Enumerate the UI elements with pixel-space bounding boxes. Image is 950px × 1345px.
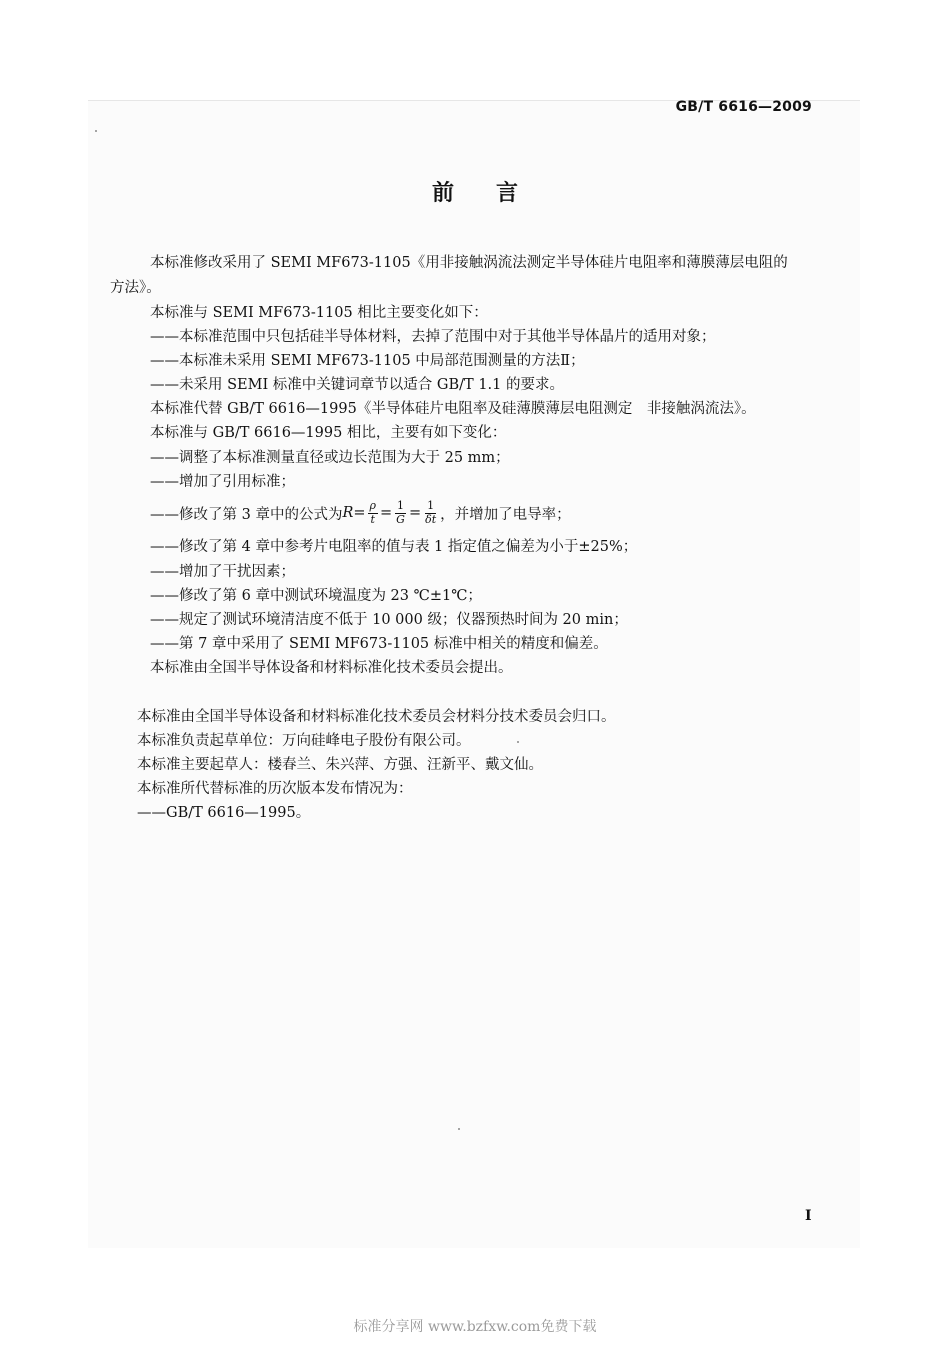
formula-equals-2: = bbox=[380, 505, 393, 521]
paragraph-3: ——本标准范围中只包括硅半导体材料，去掉了范围中对于其他半导体晶片的适用对象； bbox=[150, 329, 716, 345]
paragraph-5: ——未采用 SEMI 标准中关键词章节以适合 GB/T 1.1 的要求。 bbox=[150, 377, 564, 393]
paragraph-19: 本标准主要起草人：楼春兰、朱兴萍、方强、汪新平、戴文仙。 bbox=[137, 757, 543, 773]
paragraph-1-line-1: 本标准修改采用了 SEMI MF673-1105《用非接触涡流法测定半导体硅片电阻率和薄膜薄层电阻的 bbox=[150, 255, 788, 271]
paragraph-13: ——修改了第 6 章中测试环境温度为 23 ℃±1℃； bbox=[150, 588, 482, 604]
page-title: 前言 bbox=[431, 181, 560, 206]
fraction-denominator: δt bbox=[425, 512, 437, 526]
fraction-numerator: ρ bbox=[369, 499, 376, 513]
paragraph-11: ——修改了第 4 章中参考片电阻率的值与表 1 指定值之偏差为小于±25%； bbox=[150, 539, 638, 555]
fraction-numerator: 1 bbox=[427, 499, 435, 513]
paragraph-14: ——规定了测试环境清洁度不低于 10 000 级；仪器预热时间为 20 min； bbox=[150, 612, 628, 628]
formula-prefix: ——修改了第 3 章中的公式为 bbox=[150, 506, 343, 523]
scan-speck bbox=[517, 741, 519, 743]
paragraph-15: ——第 7 章中采用了 SEMI MF673-1105 标准中相关的精度和偏差。 bbox=[150, 636, 608, 652]
formula-variable-r: R bbox=[342, 505, 354, 521]
paragraph-9: ——增加了引用标准； bbox=[150, 474, 295, 490]
formula-fraction-rho-over-t bbox=[368, 500, 378, 525]
paragraph-12: ——增加了干扰因素； bbox=[150, 564, 295, 580]
paragraph-18: 本标准负责起草单位：万向硅峰电子股份有限公司。 bbox=[137, 733, 471, 749]
paragraph-4: ——本标准未采用 SEMI MF673-1105 中局部范围测量的方法Ⅱ； bbox=[150, 353, 585, 369]
paragraph-7: 本标准与 GB/T 6616—1995 相比，主要有如下变化： bbox=[150, 425, 507, 441]
paragraph-21: ——GB/T 6616—1995。 bbox=[137, 805, 311, 821]
paragraph-16: 本标准由全国半导体设备和材料标准化技术委员会提出。 bbox=[150, 660, 513, 676]
paragraph-20: 本标准所代替标准的历次版本发布情况为： bbox=[137, 781, 413, 797]
scan-speck bbox=[95, 130, 97, 132]
fraction-denominator: t bbox=[370, 512, 375, 526]
fraction-denominator: G bbox=[396, 512, 405, 526]
paragraph-8: ——调整了本标准测量直径或边长范围为大于 25 mm； bbox=[150, 450, 510, 466]
standard-code: GB/T 6616—2009 bbox=[675, 99, 812, 115]
formula-fraction-1-over-g bbox=[394, 500, 407, 525]
paragraph-6: 本标准代替 GB/T 6616—1995《半导体硅片电阻率及硅薄膜薄层电阻测定 非接触涡流法》。 bbox=[150, 401, 756, 417]
paragraph-10-formula bbox=[150, 498, 571, 528]
scan-speck bbox=[458, 1128, 460, 1130]
footer-watermark: 标准分享网 www.bzfxw.com免费下载 bbox=[353, 1319, 597, 1335]
paragraph-2: 本标准与 SEMI MF673-1105 相比主要变化如下： bbox=[150, 305, 488, 321]
formula-suffix: ，并增加了电导率； bbox=[440, 506, 571, 523]
paragraph-1-line-2: 方法》。 bbox=[110, 280, 161, 296]
formula-equals-1: = bbox=[353, 505, 366, 521]
paragraph-17: 本标准由全国半导体设备和材料标准化技术委员会材料分技术委员会归口。 bbox=[137, 709, 616, 725]
formula-equals-3: = bbox=[408, 505, 422, 521]
page-number: I bbox=[805, 1208, 812, 1224]
formula-fraction-1-over-delta-t bbox=[423, 500, 438, 525]
fraction-numerator: 1 bbox=[397, 499, 405, 513]
